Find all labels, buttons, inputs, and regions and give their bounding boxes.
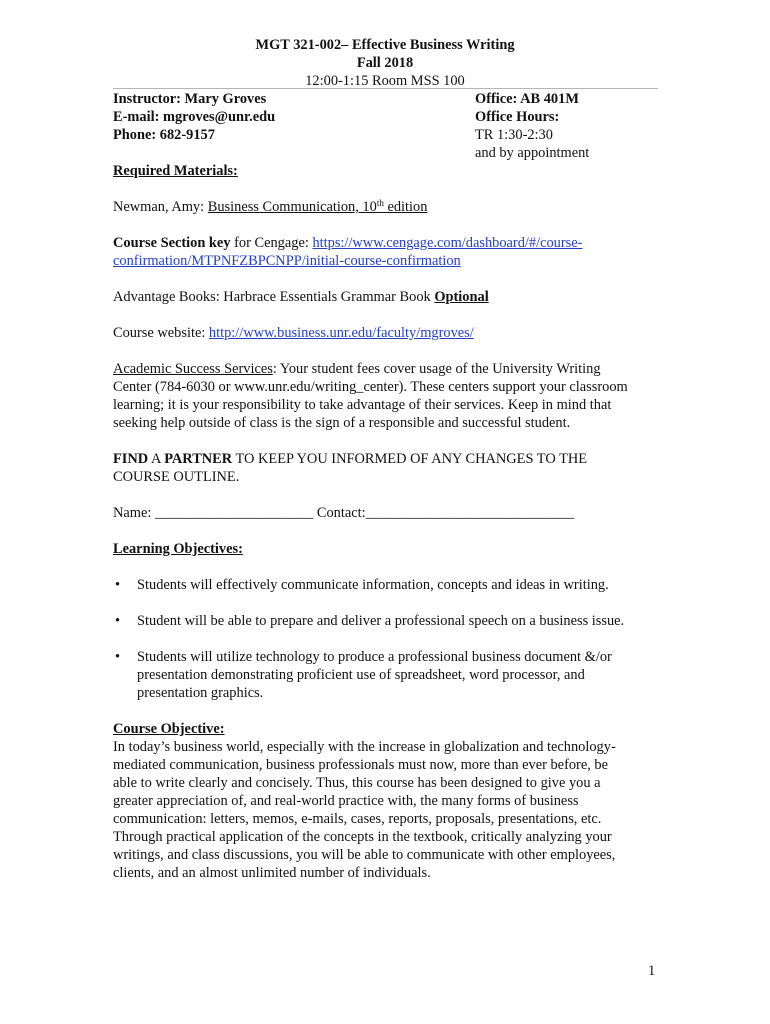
textbook-edition-sup: th xyxy=(376,198,384,208)
list-item xyxy=(113,612,658,630)
a-word: A xyxy=(148,451,165,467)
office-hours-time: TR 1:30-2:30 xyxy=(475,127,553,143)
bullet-icon: • xyxy=(115,577,121,593)
textbook-entry xyxy=(113,198,658,216)
office-hours-extra: and by appointment xyxy=(475,145,590,161)
instructor-phone: Phone: 682-9157 xyxy=(113,127,215,143)
section-key-label: Course Section key xyxy=(113,235,231,251)
bullet-icon: • xyxy=(115,613,121,629)
academic-success-line2: Center (784-6030 or www.unr.edu/writing_center). These centers support your classroom xyxy=(113,379,628,395)
office-hours-label: Office Hours: xyxy=(475,109,560,125)
course-website-link[interactable]: http://www.business.unr.edu/faculty/mgroves/ xyxy=(208,325,474,341)
grammar-optional-label: Optional xyxy=(434,289,489,305)
learning-objectives-heading: Learning Objectives: xyxy=(113,541,243,557)
textbook-title-suffix: edition xyxy=(383,199,428,215)
academic-success-paragraph xyxy=(113,360,658,432)
grammar-book-text: Advantage Books: Harbrace Essentials Grammar Book xyxy=(113,289,435,305)
partner-name-contact-line: Name: ______________________ Contact:_____________________________ xyxy=(113,505,575,521)
course-objective-line: communication: letters, memos, e-mails, cases, reports, proposals, presentations, etc. xyxy=(113,811,602,827)
find-word: FIND xyxy=(113,451,149,467)
course-objective-line: mediated communication, business professionals must now, more than ever before, be xyxy=(113,757,609,773)
contact-block xyxy=(113,90,658,162)
course-website-entry xyxy=(113,324,658,342)
instructor-email: E-mail: mgroves@unr.edu xyxy=(113,109,276,125)
required-materials-heading: Required Materials: xyxy=(113,163,238,179)
syllabus-body xyxy=(113,162,658,882)
objective-text: Student will be able to prepare and deliver a professional speech on a business issue. xyxy=(137,613,625,629)
course-schedule: 12:00-1:15 Room MSS 100 xyxy=(305,73,465,89)
cengage-link-line1[interactable]: https://www.cengage.com/dashboard/#/course- xyxy=(312,235,583,251)
course-objective-line: Through practical application of the concepts in the textbook, critically analyzing your xyxy=(113,829,612,845)
learning-objectives-list xyxy=(113,576,658,702)
list-item xyxy=(113,648,658,702)
section-key-text: for Cengage: xyxy=(230,235,313,251)
course-objective-line: In today’s business world, especially with the increase in globalization and technology- xyxy=(113,739,616,755)
course-objective-paragraph xyxy=(113,738,658,882)
course-header xyxy=(0,36,770,90)
bullet-icon: • xyxy=(115,649,121,665)
course-title: MGT 321-002– Effective Business Writing xyxy=(255,37,515,53)
page-number: 1 xyxy=(648,963,656,979)
course-objective-line: clients, and an almost unlimited number of individuals. xyxy=(113,865,431,881)
academic-success-line4: seeking help outside of class is the sign of a responsible and successful student. xyxy=(113,415,571,431)
course-term: Fall 2018 xyxy=(356,55,414,71)
find-partner-notice xyxy=(113,450,658,486)
partner-word: PARTNER xyxy=(164,451,233,467)
list-item xyxy=(113,576,658,594)
course-objective-heading: Course Objective: xyxy=(113,721,225,737)
cengage-link-line2[interactable]: confirmation/MTPNFZBPCNPP/initial-course-confirmation xyxy=(113,253,461,269)
academic-success-line1: : Your student fees cover usage of the University Writing xyxy=(272,361,601,377)
textbook-title xyxy=(208,199,428,215)
grammar-book-entry xyxy=(113,288,658,306)
header-divider xyxy=(113,88,658,89)
objective-text-line1: Students will utilize technology to produce a professional business document &/or xyxy=(137,649,612,665)
textbook-author: Newman, Amy: xyxy=(113,199,208,215)
academic-success-label: Academic Success Services xyxy=(113,361,273,377)
section-key-entry xyxy=(113,234,658,270)
objective-text: Students will effectively communicate information, concepts and ideas in writing. xyxy=(137,577,609,593)
objective-text-line3: presentation graphics. xyxy=(137,685,264,701)
office-location: Office: AB 401M xyxy=(475,91,579,107)
course-objective-line: writings, and class discussions, you will be able to communicate with other employees, xyxy=(113,847,616,863)
objective-text-line2: presentation demonstrating proficient use of spreadsheet, word processor, and xyxy=(137,667,585,683)
course-objective-line: able to write clearly and concisely. Thus, this course has been designed to give you a xyxy=(113,775,601,791)
instructor-name: Instructor: Mary Groves xyxy=(113,91,267,107)
textbook-title-text: Business Communication, 10 xyxy=(207,199,377,215)
partner-rest-line2: COURSE OUTLINE. xyxy=(113,469,240,485)
partner-rest-line1: TO KEEP YOU INFORMED OF ANY CHANGES TO THE xyxy=(232,451,588,467)
course-website-label: Course website: xyxy=(113,325,209,341)
academic-success-line3: learning; it is your responsibility to take advantage of their services. Keep in mind that xyxy=(113,397,612,413)
course-objective-line: greater appreciation of, and real-world practice with, the many forms of business xyxy=(113,793,579,809)
